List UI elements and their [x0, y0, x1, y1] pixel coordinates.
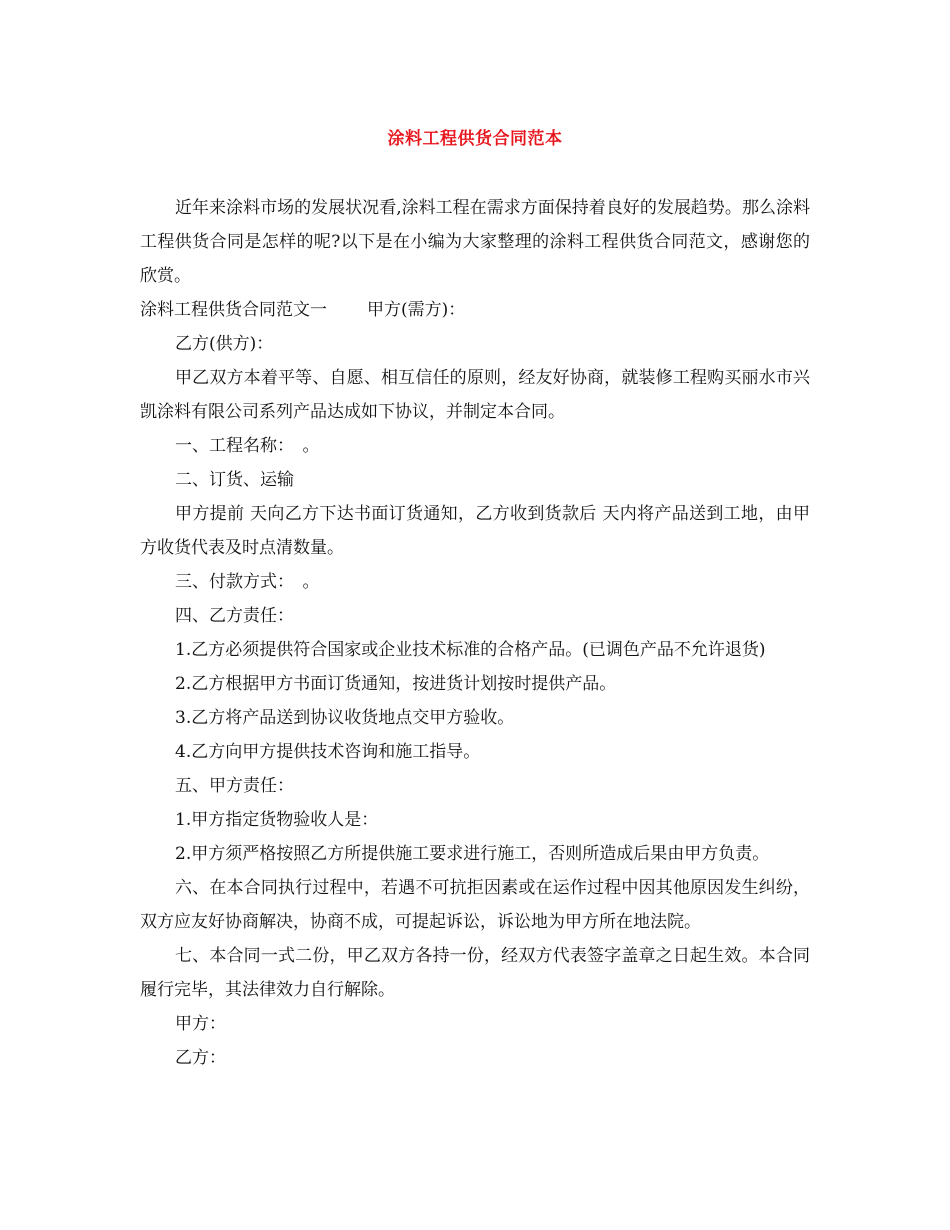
signature-party-b: 乙方：: [175, 1048, 226, 1068]
party-a-demand-label: 甲方(需方)：: [367, 300, 466, 320]
sample-heading-line: [140, 293, 810, 327]
section-4-item: 4.乙方向甲方提供技术咨询和施工指导。: [175, 742, 481, 762]
section-4-heading: 四、乙方责任：: [175, 606, 294, 626]
preamble-paragraph: 甲乙双方本着平等、自愿、相互信任的原则，经友好协商，就装修工程购买丽水市兴凯涂料有限公司系列产品达成如下协议，并制定本合同。: [140, 368, 810, 422]
section-4-item: 1.乙方必须提供符合国家或企业技术标准的合格产品。(已调色产品不允许退货): [175, 640, 766, 660]
party-b-supply-label: 乙方(供方)：: [175, 334, 274, 354]
document-title: 涂料工程供货合同范本: [387, 129, 563, 149]
sample-heading: 涂料工程供货合同范文一: [140, 300, 327, 320]
section-5-item: 1.甲方指定货物验收人是：: [175, 810, 379, 830]
section-6-paragraph: 六、在本合同执行过程中，若遇不可抗拒因素或在运作过程中因其他原因发生纠纷，双方应友好协商解决，协商不成，可提起诉讼，诉讼地为甲方所在地法院。: [140, 878, 810, 932]
signature-party-a: 甲方：: [175, 1014, 226, 1034]
section-5-heading: 五、甲方责任：: [175, 776, 294, 796]
document-body: [140, 191, 810, 1075]
section-2-heading: 二、订货、运输: [175, 470, 294, 490]
section-4-item: 3.乙方将产品送到协议收货地点交甲方验收。: [175, 708, 515, 728]
section-1-project-name: 一、工程名称： 。: [175, 436, 320, 456]
section-3-payment: 三、付款方式： 。: [175, 572, 320, 592]
section-4-item: 2.乙方根据甲方书面订货通知，按进货计划按时提供产品。: [175, 674, 617, 694]
intro-paragraph: 近年来涂料市场的发展状况看,涂料工程在需求方面保持着良好的发展趋势。那么涂料工程供货合同是怎样的呢?以下是在小编为大家整理的涂料工程供货合同范文，感谢您的欣赏。: [140, 198, 810, 286]
section-5-item: 2.甲方须严格按照乙方所提供施工要求进行施工，否则所造成后果由甲方负责。: [175, 844, 770, 864]
section-2-text: 甲方提前 天向乙方下达书面订货通知，乙方收到货款后 天内将产品送到工地，由甲方收货代表及时点清数量。: [140, 504, 810, 558]
section-7-paragraph: 七、本合同一式二份，甲乙双方各持一份，经双方代表签字盖章之日起生效。本合同履行完毕，其法律效力自行解除。: [140, 946, 810, 1000]
